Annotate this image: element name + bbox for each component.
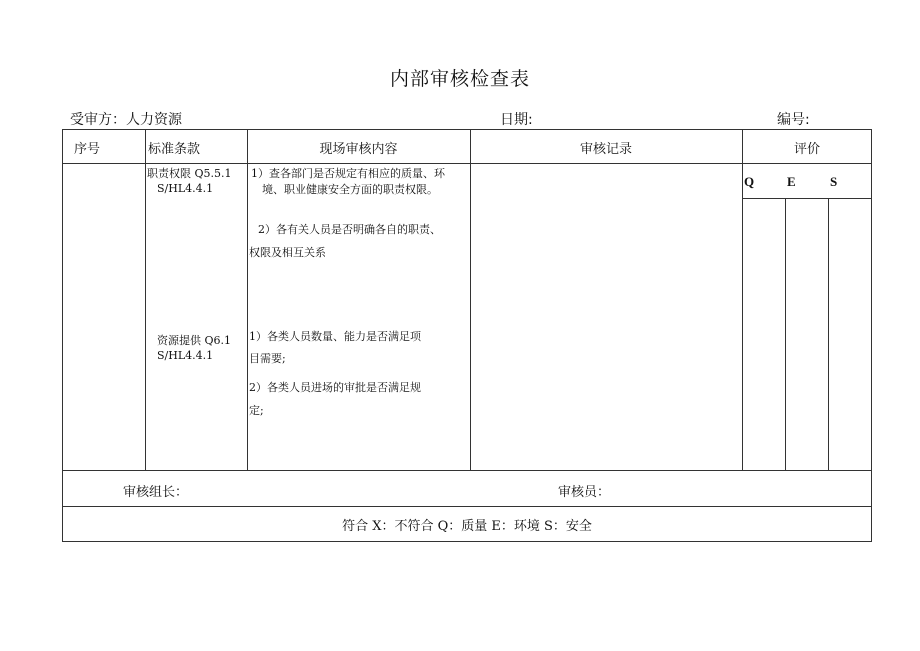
table-top-border [62,129,872,130]
col-divider-1 [145,129,146,471]
col-header-record: 审核记录 [579,142,632,157]
col-header-seq: 序号 [74,142,101,157]
table-body-bottom [62,470,872,471]
table-header-divider [62,163,872,164]
content-1-line-2: 境、职业健康安全方面的职责权限。 [262,183,438,196]
content-4-line-1: 2）各类人员进场的审批是否满足规 [249,381,421,394]
auditee-label: 受审方：人力资源 [70,112,182,128]
col-header-clause: 标准条款 [148,142,201,157]
eval-divider-es [828,198,829,471]
clause-2-line-1: 资源提供 Q6.1 [157,334,232,347]
table-bottom-border [62,541,872,542]
clause-1-line-1: 职责权限 Q5.5.1 [147,167,232,180]
audit-leader-label: 审核组长： [123,485,189,500]
eval-sub-divider [742,198,872,199]
col-header-eval: 评价 [793,142,820,157]
col-divider-2 [247,129,248,471]
clause-1-line-2: S/HL4.4.1 [157,182,214,195]
content-3-line-2: 目需要; [249,352,286,365]
table-right-border [871,129,872,542]
col-divider-3 [470,129,471,471]
table-left-border [62,129,63,542]
col-divider-4 [742,129,743,471]
number-label: 编号: [777,112,810,128]
content-4-line-2: 定; [249,404,264,417]
page-title: 内部审核检查表 [389,68,530,90]
eval-e: E [787,174,796,189]
date-label: 日期: [500,112,533,128]
eval-s: S [830,174,838,189]
content-3-line-1: 1）各类人员数量、能力是否满足项 [249,330,421,343]
auditor-label: 审核员： [558,485,611,500]
content-2-line-1: 2）各有关人员是否明确各自的职责、 [258,223,441,236]
clause-2-line-2: S/HL4.4.1 [157,349,214,362]
content-2-line-2: 权限及相互关系 [249,246,326,259]
col-header-content: 现场审核内容 [319,142,398,157]
eval-divider-qe [785,198,786,471]
legend-text: 符合 X：不符合 Q：质量 E：环境 S：安全 [342,519,592,534]
content-1-line-1: 1）查各部门是否规定有相应的质量、环 [251,167,445,180]
eval-q: Q [744,174,755,189]
signature-divider [62,506,872,507]
